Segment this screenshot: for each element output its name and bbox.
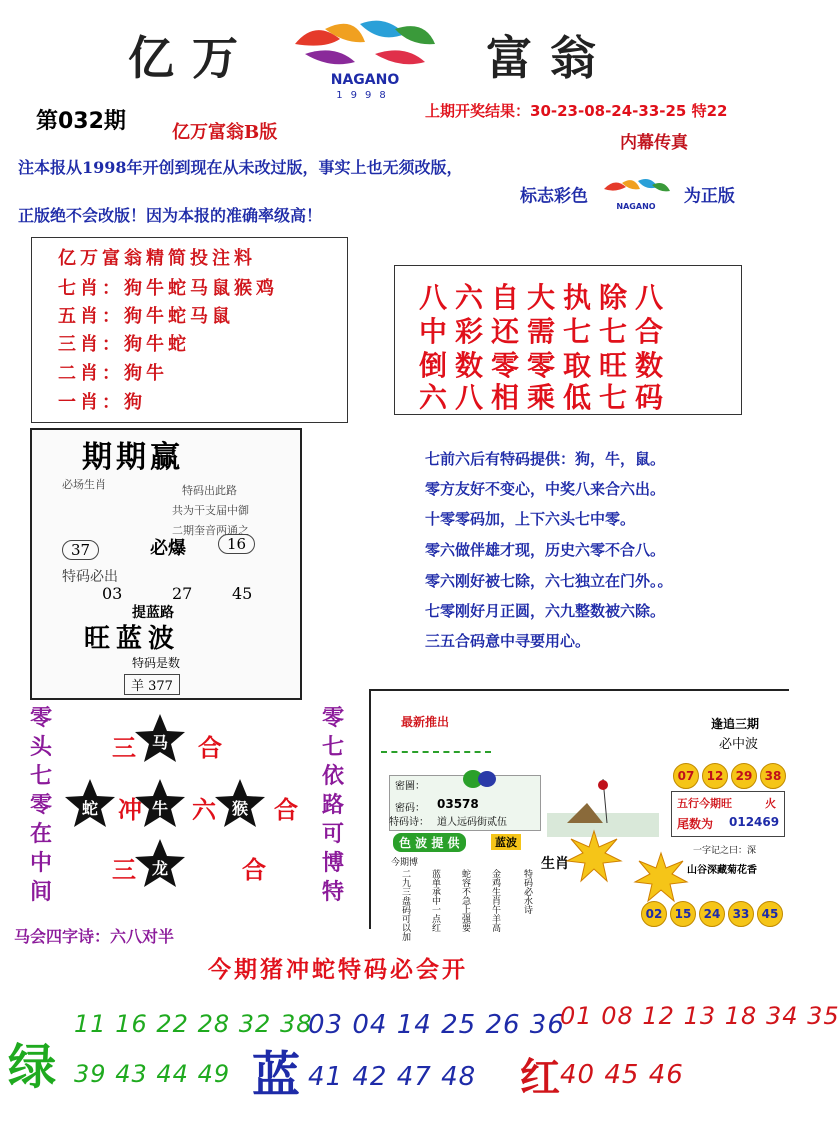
scan-num-right: 16	[218, 534, 255, 554]
ball: 38	[760, 763, 786, 789]
number: 47	[396, 1062, 432, 1092]
scanned-card	[30, 428, 302, 700]
number: 44	[156, 1060, 189, 1088]
title-left: 亿万	[128, 31, 256, 85]
red-char: 三	[112, 733, 136, 762]
vertical-col: 金鸡生肖午羊高	[490, 869, 500, 932]
number: 25	[441, 1010, 477, 1040]
number: 11	[74, 1010, 107, 1038]
balls-bottom	[641, 901, 786, 927]
ball: 15	[670, 901, 696, 927]
poem-line: 十零零码加，上下六头七中零。	[425, 510, 636, 528]
scan-line: 共为干支届中御	[172, 504, 249, 517]
blue-row-1	[308, 1010, 565, 1040]
wave-tag: 蓝波	[491, 834, 521, 850]
blue-poem	[425, 448, 715, 668]
number: 32	[238, 1010, 272, 1038]
green-row-1	[74, 1010, 312, 1038]
poem-label: 特码诗：	[389, 817, 429, 828]
scan-num: 27	[172, 584, 193, 603]
zodiac-label: 生肖	[541, 856, 569, 872]
dashed-line	[381, 751, 491, 763]
burst-icon	[567, 831, 621, 881]
number: 18	[724, 1002, 758, 1030]
vchar: 零	[29, 792, 52, 818]
vchar: 在	[29, 821, 52, 847]
notice-line-1: 注本报从1998年开创到现在从未改过版，事实上也无须改版，	[18, 158, 463, 177]
ball: 07	[673, 763, 699, 789]
riddle-row: 中彩还需七七合	[419, 315, 672, 348]
panel-latest: 最新推出	[401, 715, 450, 729]
panel-tail-label: 尾数为	[677, 817, 714, 831]
number: 04	[352, 1010, 388, 1040]
sub-left: 今期博	[391, 858, 419, 868]
number: 46	[648, 1060, 684, 1090]
flag-line	[520, 175, 735, 219]
notice-line-2: 正版绝不会改版！因为本报的准确率级高！	[18, 206, 323, 225]
ball: 45	[757, 901, 783, 927]
panel-must-wave: 必中波	[719, 737, 759, 752]
star-label: 马	[152, 733, 169, 752]
code-label: 密码：	[395, 803, 425, 814]
number: 38	[279, 1010, 313, 1038]
fax-label: 内幕传真	[620, 133, 688, 153]
secret-icon	[459, 767, 499, 791]
ball: 33	[728, 901, 754, 927]
logo-year: 1998	[336, 90, 394, 101]
number: 40	[560, 1060, 596, 1090]
star-chart	[60, 710, 310, 890]
note-top: 一字记之曰：深	[693, 846, 757, 856]
star-label: 牛	[152, 799, 169, 818]
red-row-2	[560, 1060, 684, 1090]
red-char: 合	[198, 733, 222, 762]
picks-title: 亿万富翁精简投注料	[58, 248, 256, 269]
number: 12	[642, 1002, 675, 1030]
balls-top	[673, 763, 789, 789]
scan-must: 必爆	[150, 538, 186, 559]
vchar: 中	[29, 850, 52, 876]
vchar: 头	[29, 734, 52, 760]
vchar: 七	[29, 763, 52, 789]
flag-right: 为正版	[683, 186, 735, 207]
scan-line: 提蓝路	[132, 605, 174, 621]
edition-label: 亿万富翁B版	[172, 122, 278, 143]
panel-fire: 火	[765, 797, 776, 810]
group-label-red: 红	[520, 1054, 560, 1101]
scan-wave: 旺蓝波	[84, 624, 181, 654]
riddle-box	[394, 265, 742, 415]
riddle-row: 倒数零零取旺数	[419, 349, 672, 382]
red-char: 冲	[118, 795, 142, 824]
issue-number: 第032期	[36, 109, 126, 134]
number: 03	[308, 1010, 344, 1040]
right-vertical-text	[320, 704, 346, 907]
poem-value: 道人远码街贰伍	[437, 817, 507, 828]
code-value: 03578	[437, 797, 479, 811]
note-bottom: 山谷深藏菊花香	[687, 865, 757, 876]
red-row-1	[560, 1002, 840, 1030]
number: 28	[197, 1010, 231, 1038]
panel-tail: 012469	[729, 815, 780, 829]
scan-line: 特码必出	[62, 569, 118, 585]
group-label-blue: 蓝	[252, 1047, 301, 1103]
vertical-col: 蛇容不急上强要	[460, 869, 470, 932]
number: 35	[807, 1002, 840, 1030]
number: 34	[765, 1002, 799, 1030]
picks-row: 三肖：狗牛蛇	[58, 334, 190, 355]
red-char: 合	[274, 795, 298, 824]
vchar: 依	[321, 763, 344, 789]
poem-line: 三五合码意中寻要用心。	[425, 632, 591, 650]
green-row-2	[74, 1060, 230, 1088]
flag-left: 标志彩色	[520, 186, 588, 207]
number: 13	[683, 1002, 717, 1030]
scan-line: 特码出此路	[182, 484, 237, 497]
blue-row-2	[308, 1062, 476, 1092]
wave-bar: 色 波 提 供	[393, 833, 466, 852]
number: 01	[560, 1002, 593, 1030]
scan-num: 45	[232, 584, 253, 603]
poem-line: 七零刚好月正圆，六九整数被六除。	[425, 602, 666, 620]
last-result: 上期开奖结果：30-23-08-24-33-25 特22	[425, 102, 728, 120]
vchar: 可	[321, 821, 344, 847]
scan-title: 期期赢	[82, 440, 184, 475]
number: 45	[604, 1060, 640, 1090]
scan-line: 特码是数	[132, 656, 181, 670]
number: 14	[396, 1010, 432, 1040]
star-label: 蛇	[82, 799, 99, 818]
number: 26	[485, 1010, 521, 1040]
picks-row: 五肖：狗牛蛇马鼠	[58, 306, 234, 327]
horse-poem: 马会四字诗：六八对半	[14, 927, 175, 946]
number: 42	[352, 1062, 388, 1092]
group-label-green: 绿	[8, 1039, 57, 1095]
poem-line: 零六刚好被七除，六七独立在门外。。	[425, 572, 673, 590]
star-label: 龙	[152, 859, 169, 878]
poem-line: 零方友好不变心，中奖八来合六出。	[425, 480, 666, 498]
mini-logo-icon	[600, 175, 672, 219]
vchar: 间	[29, 879, 52, 905]
picks-row: 一肖：狗	[58, 392, 146, 413]
vchar: 特	[321, 879, 344, 905]
red-char: 合	[242, 855, 266, 884]
star-label: 猴	[232, 799, 249, 818]
number: 16	[115, 1010, 148, 1038]
number: 22	[156, 1010, 189, 1038]
panel-five: 五行今期旺	[677, 797, 732, 810]
scan-line: 二期奎音两通之	[172, 524, 249, 537]
red-char: 六	[192, 795, 216, 824]
vertical-col: 二九三盘码可以加	[400, 869, 410, 941]
number: 41	[308, 1062, 344, 1092]
panel-blank	[483, 691, 643, 771]
ball: 24	[699, 901, 725, 927]
number: 08	[601, 1002, 634, 1030]
scenery-image	[547, 773, 659, 837]
vertical-col: 特码必水诗	[522, 869, 532, 914]
wave-panel	[369, 689, 789, 941]
scan-num: 03	[102, 584, 123, 603]
logo-text: NAGANO	[330, 72, 400, 88]
vchar: 路	[321, 792, 344, 818]
vertical-col: 蓝单承中一点红	[430, 869, 440, 932]
scan-num-left: 37	[62, 540, 99, 560]
secret-label: 密圖：	[395, 781, 425, 792]
scan-line: 羊 377	[124, 674, 180, 695]
poem-line: 七前六后有特码提供：狗，牛，鼠。	[425, 450, 666, 468]
vchar: 零	[321, 705, 344, 731]
red-char: 三	[112, 855, 136, 884]
riddle-row: 六八相乘低七码	[419, 381, 672, 414]
number: 36	[529, 1010, 565, 1040]
mini-logo-text: NAGANO	[616, 202, 656, 211]
title-right: 富翁	[486, 31, 614, 85]
pig-line: 今期猪冲蛇特码必会开	[208, 956, 468, 983]
ball: 02	[641, 901, 667, 927]
picks-row: 七肖：狗牛蛇马鼠猴鸡	[58, 278, 278, 299]
riddle-row: 八六自大执除八	[419, 281, 672, 314]
number: 48	[441, 1062, 477, 1092]
ball: 29	[731, 763, 757, 789]
panel-three: 逢追三期	[711, 717, 760, 731]
number: 49	[197, 1060, 231, 1088]
scan-line: 必场生肖	[62, 478, 106, 491]
nagano-logo	[285, 14, 445, 106]
picks-row: 二肖：狗牛	[58, 363, 168, 384]
left-vertical-text	[28, 704, 54, 907]
vchar: 零	[29, 705, 52, 731]
vchar: 博	[321, 850, 344, 876]
number: 39	[74, 1060, 107, 1088]
vchar: 七	[321, 734, 344, 760]
ball: 12	[702, 763, 728, 789]
burst-icon	[635, 853, 687, 901]
number: 43	[115, 1060, 148, 1088]
picks-box	[31, 237, 348, 423]
poem-line: 零六做伴雄才现，历史六零不合八。	[425, 541, 666, 559]
